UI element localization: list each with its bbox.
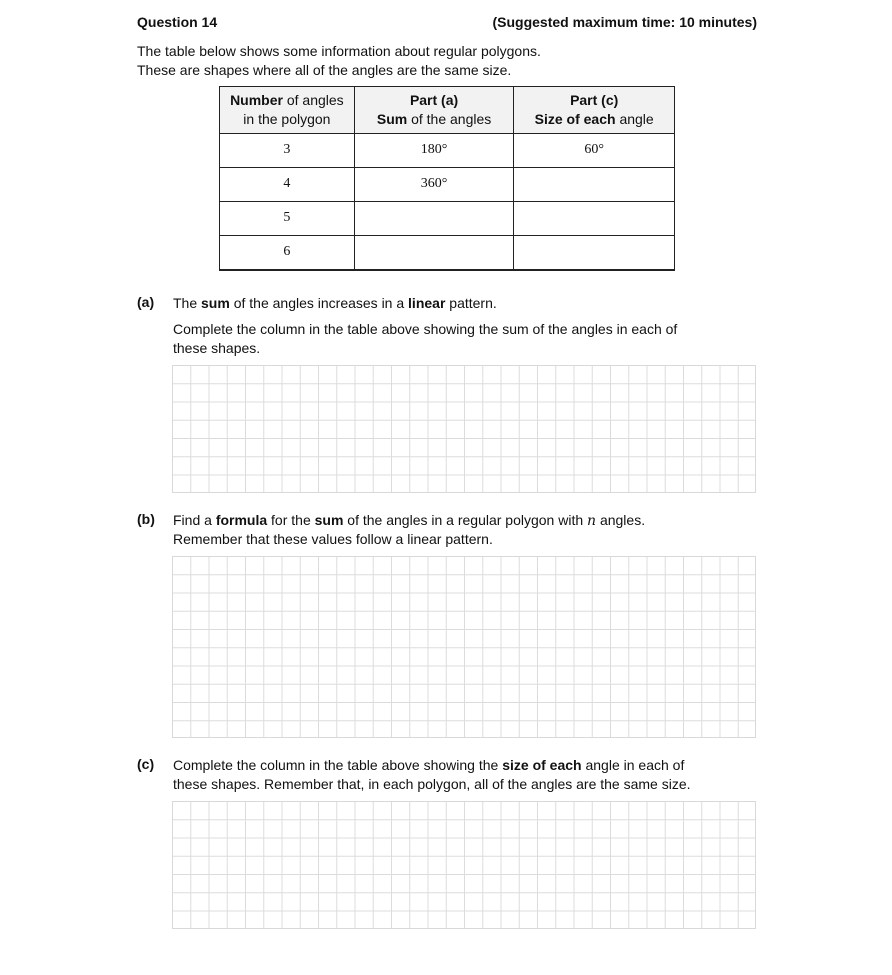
text: Complete the column in the table above showing the (173, 757, 503, 773)
text: of the angles in a regular polygon with (343, 512, 588, 528)
suggested-time: (Suggested maximum time: 10 minutes) (492, 14, 757, 30)
polygon-table (219, 86, 675, 271)
bold-text: sum (314, 512, 344, 528)
part-b-line-2: Remember that these values follow a linear pattern. (173, 531, 493, 547)
cell-number: 3 (220, 134, 355, 168)
cell-size (514, 168, 675, 202)
bold-text: size of each (502, 757, 582, 773)
answer-grid-b[interactable] (172, 556, 756, 738)
cell-sum (354, 202, 514, 236)
header-text: of angles (282, 92, 344, 108)
intro-line-2: These are shapes where all of the angles are the same size. (137, 62, 512, 78)
intro-line-1: The table below shows some information about regular polygons. (137, 43, 541, 59)
cell-size (514, 202, 675, 236)
bold-text: formula (215, 512, 268, 528)
header-text: angle (615, 111, 654, 127)
table-row (220, 134, 675, 168)
text: angle in each of (581, 757, 685, 773)
header-bold-text: Part (c) (570, 92, 619, 108)
part-a-line-3: these shapes. (173, 340, 261, 356)
answer-grid-a[interactable] (172, 365, 756, 493)
table-row (220, 168, 675, 202)
part-c-label: (c) (137, 756, 155, 772)
text: of the angles increases in a (229, 295, 409, 311)
cell-sum: 360° (354, 168, 514, 202)
header-bold-text: Part (a) (409, 92, 459, 108)
cell-size (514, 236, 675, 270)
header-number-of-angles (220, 87, 355, 134)
header-sum-of-angles (354, 87, 514, 134)
part-b-line-1 (173, 511, 733, 531)
bold-text: linear (408, 295, 446, 311)
cell-sum (354, 236, 514, 270)
part-b-label: (b) (137, 511, 155, 527)
part-c-line-1 (173, 756, 733, 775)
text: pattern. (445, 295, 497, 311)
part-a-label: (a) (137, 294, 155, 310)
question-title: Question 14 (137, 14, 218, 30)
part-a-line-1 (173, 294, 733, 313)
part-c-line-2: these shapes. Remember that, in each polygon, all of the angles are the same size. (173, 776, 691, 792)
bold-text: sum (201, 295, 230, 311)
text: for the (267, 512, 315, 528)
header-text: of the angles (407, 111, 492, 127)
table-header-row (220, 87, 675, 134)
header-size-of-each-angle (514, 87, 675, 134)
text: The (173, 295, 202, 311)
table-row (220, 202, 675, 236)
table-row (220, 236, 675, 270)
text: Find a (173, 512, 216, 528)
cell-number: 6 (220, 236, 355, 270)
cell-number: 5 (220, 202, 355, 236)
header-bold-text: Sum (376, 111, 408, 127)
part-a-line-2: Complete the column in the table above showing the sum of the angles in each of (173, 321, 678, 337)
header-text: in the polygon (243, 111, 331, 127)
text: angles. (596, 512, 646, 528)
cell-size: 60° (514, 134, 675, 168)
cell-sum: 180° (354, 134, 514, 168)
header-bold-text: Size of each (534, 111, 616, 127)
variable-n: n (587, 513, 597, 529)
header-bold-text: Number (230, 92, 283, 108)
answer-grid-c[interactable] (172, 801, 756, 929)
cell-number: 4 (220, 168, 355, 202)
